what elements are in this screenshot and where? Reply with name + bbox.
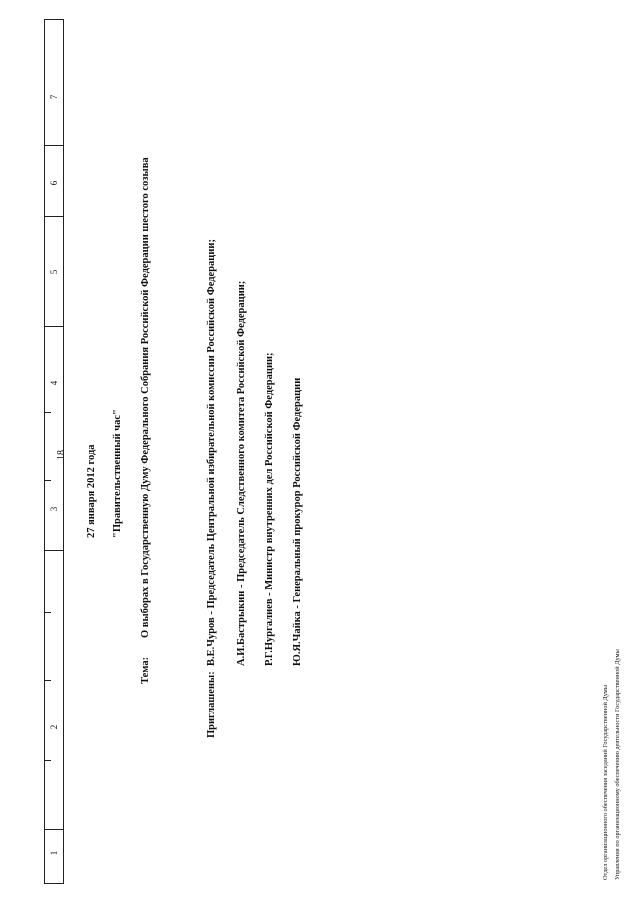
topic-label: Тема:	[140, 656, 151, 684]
session-rubric: "Правительственный час"	[112, 409, 123, 538]
column-tick	[45, 480, 51, 481]
column-number: 3	[49, 506, 59, 512]
invited-item: В.Е.Чуров - Председатель Центральной избирательной комиссии Российской Федерации;	[206, 239, 217, 666]
column-divider	[45, 326, 63, 327]
invited-item: Р.Г.Нургалиев - Министр внутренних дел Российской Федерации;	[264, 352, 275, 666]
column-divider	[45, 829, 63, 830]
column-number: 5	[49, 269, 59, 275]
column-tick	[45, 680, 51, 681]
column-divider	[45, 216, 63, 217]
column-tick	[45, 612, 51, 613]
column-divider	[45, 550, 63, 551]
header-table	[44, 19, 64, 884]
invited-item: А.И.Бастрыкин - Председатель Следственного комитета Российской Федерации;	[236, 280, 247, 666]
column-tick	[45, 412, 51, 413]
footer-line: Управления по организационному обеспечению деятельности Государственной Думы	[614, 649, 621, 880]
invited-item: Ю.Я.Чайка - Генеральный прокурор Российской Федерации	[292, 377, 303, 666]
invited-label: Приглашены:	[206, 671, 217, 738]
column-tick	[45, 760, 51, 761]
session-date: 27 января 2012 года	[86, 444, 97, 538]
footer-line: Отдел организационного обеспечения заседаний Государственной Думы	[602, 685, 609, 880]
column-number: 4	[49, 380, 59, 386]
column-number: 2	[49, 724, 59, 730]
column-number: 6	[49, 180, 59, 186]
column-divider	[45, 145, 63, 146]
column-number: 1	[49, 850, 59, 856]
page-number: 18	[56, 450, 67, 460]
topic-text: О выборах в Государственную Думу Федерального Собрания Российской Федерации шестого созыва	[140, 157, 151, 638]
column-number: 7	[49, 94, 59, 100]
